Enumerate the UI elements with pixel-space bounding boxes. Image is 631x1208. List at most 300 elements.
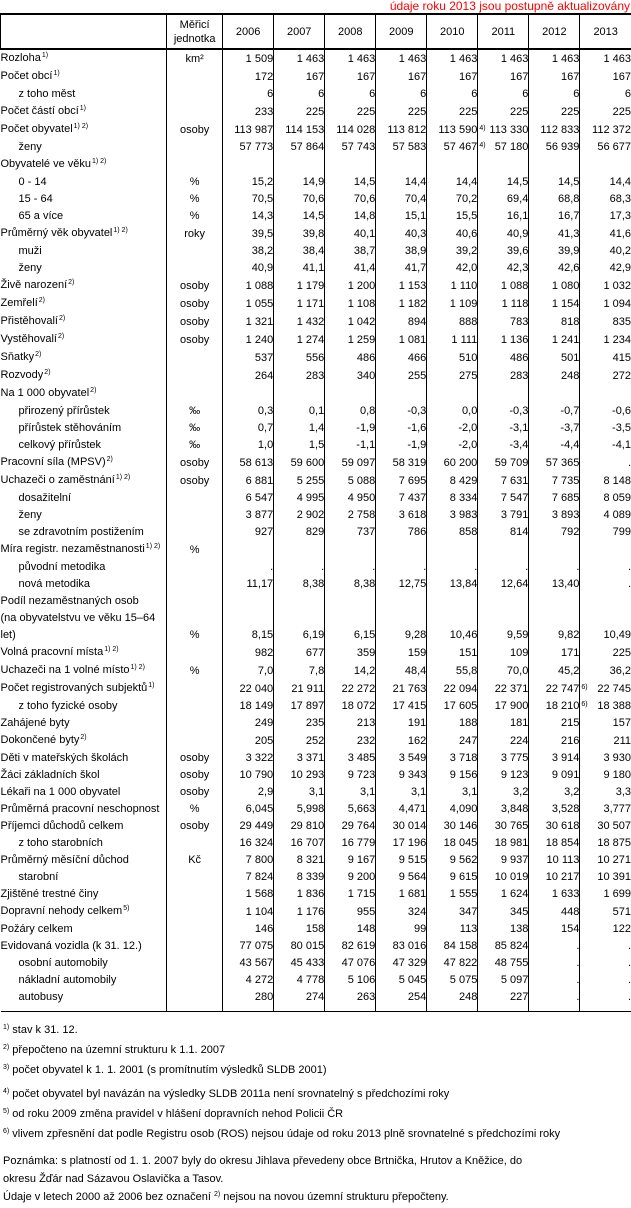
- value-cell: 10,49: [580, 593, 631, 644]
- value-cell: 1 274: [274, 331, 325, 349]
- value-cell: 114 028: [325, 121, 376, 139]
- value-cell: 68,3: [580, 191, 631, 208]
- value-cell: [529, 156, 580, 174]
- value-cell: 38,7: [325, 243, 376, 260]
- value-cell: 0,1: [274, 403, 325, 420]
- value-cell: .: [580, 454, 631, 472]
- value-cell: 17,3: [580, 208, 631, 225]
- value-cell: 2,9: [223, 784, 274, 801]
- value-cell: 3,1: [376, 784, 427, 801]
- value-cell: 18 149: [223, 698, 274, 715]
- value-cell: 6,045: [223, 801, 274, 818]
- value-cell: 9 937: [478, 852, 529, 869]
- value-cell: 248: [529, 367, 580, 385]
- value-cell: 7 735: [529, 472, 580, 490]
- row-label: Průměrná pracovní neschopnost: [1, 803, 160, 815]
- unit-cell: km²: [167, 49, 223, 68]
- value-cell: 113 812: [376, 121, 427, 139]
- row-label: Lékaři na 1 000 obyvatel: [1, 786, 121, 798]
- row-label-cell: [1, 68, 167, 86]
- value-cell: 3 718: [427, 750, 478, 767]
- value-cell: 6: [325, 86, 376, 103]
- footnote: $^{6)}$ vlivem zpřesnění dat podle Registru osob (ROS) nejsou údaje od roku 2013 plně srovnatelné s předchozími roky: [3, 1125, 631, 1145]
- value-cell: 225: [274, 103, 325, 121]
- value-cell: 14,4: [580, 174, 631, 191]
- value-cell: -1,6: [376, 420, 427, 437]
- value-cell: 255: [376, 367, 427, 385]
- footnote: $^{3)}$ počet obyvatel k 1. 1. 2001 (s promítnutím výsledků SLDB 2001): [3, 1061, 631, 1081]
- footnote-marker: 2): [68, 279, 74, 286]
- value-cell: 77 075: [223, 938, 274, 955]
- value-cell: 7 547: [478, 490, 529, 507]
- value-cell: 272: [580, 367, 631, 385]
- row-label-cell: [1, 225, 167, 243]
- value-cell: 486: [325, 349, 376, 367]
- value-cell: 42,6: [529, 260, 580, 277]
- value-cell: 16,1: [478, 208, 529, 225]
- value-cell: 1 699: [580, 886, 631, 903]
- table-row: [1, 208, 631, 225]
- unit-cell: [167, 139, 223, 156]
- row-label-cell: [1, 524, 167, 541]
- value-cell: .: [580, 938, 631, 955]
- table-bottom-border: [1, 1006, 631, 1012]
- value-cell: 59 709: [478, 454, 529, 472]
- value-cell: 1 463: [580, 49, 631, 68]
- value-cell: 7,8: [274, 662, 325, 680]
- value-cell: 15,5: [427, 208, 478, 225]
- value-cell: 7 685: [529, 490, 580, 507]
- value-cell: 3 371: [274, 750, 325, 767]
- value-cell: 8 059: [580, 490, 631, 507]
- value-cell: 0,3: [223, 403, 274, 420]
- value-cell: 6 881: [223, 472, 274, 490]
- value-cell: 9 564: [376, 869, 427, 886]
- value-cell: [325, 385, 376, 403]
- value-cell: 3,1: [274, 784, 325, 801]
- year-column-header: 2012: [529, 14, 580, 49]
- row-label-cell: [1, 507, 167, 524]
- footnote-marker: 2): [107, 456, 113, 463]
- value-cell: 10 391: [580, 869, 631, 886]
- value-cell: 888: [427, 313, 478, 331]
- value-cell: .: [478, 559, 529, 576]
- note-line: Údaje v letech 2000 až 2006 bez označení $^{2)}$ nejsou na novou územní strukturu přepočteny.: [3, 1188, 631, 1208]
- unit-cell: [167, 644, 223, 662]
- value-cell: 10 790: [223, 767, 274, 784]
- value-cell: 1 176: [274, 903, 325, 921]
- value-cell: .: [529, 955, 580, 972]
- unit-cell: [167, 156, 223, 174]
- value-cell: 16 324: [223, 835, 274, 852]
- value-cell: 10 113: [529, 852, 580, 869]
- value-cell: 15,2: [223, 174, 274, 191]
- value-cell: 4) 113 330: [478, 121, 529, 139]
- value-cell: 1 055: [223, 295, 274, 313]
- table-row: [1, 886, 631, 903]
- footnote-marker: 6): [580, 696, 587, 713]
- value-cell: 510: [427, 349, 478, 367]
- value-cell: 1 032: [580, 277, 631, 295]
- value-cell: 69,4: [478, 191, 529, 208]
- value-cell: [376, 541, 427, 559]
- value-cell: 3 877: [223, 507, 274, 524]
- row-label: Obyvatelé ve věku: [1, 158, 92, 170]
- unit-cell: osoby: [167, 313, 223, 331]
- table-row: [1, 732, 631, 750]
- value-cell: 232: [325, 732, 376, 750]
- table-row: [1, 472, 631, 490]
- row-label: Průměrný věk obyvatel: [1, 227, 113, 239]
- value-cell: 275: [427, 367, 478, 385]
- value-cell: 18 875: [580, 835, 631, 852]
- value-cell: 1 624: [478, 886, 529, 903]
- value-cell: 1 088: [223, 277, 274, 295]
- value-cell: 927: [223, 524, 274, 541]
- value-cell: 18 854: [529, 835, 580, 852]
- value-cell: 16 707: [274, 835, 325, 852]
- table-row: [1, 367, 631, 385]
- value-cell: 858: [427, 524, 478, 541]
- value-cell: 38,4: [274, 243, 325, 260]
- value-cell: 1 432: [274, 313, 325, 331]
- value-cell: 1 110: [427, 277, 478, 295]
- value-cell: 324: [376, 903, 427, 921]
- row-label-cell: [1, 732, 167, 750]
- value-cell: 29 810: [274, 818, 325, 835]
- value-cell: 45,2: [529, 662, 580, 680]
- row-label: Pracovní síla (MPSV): [1, 456, 106, 468]
- value-cell: 10 293: [274, 767, 325, 784]
- value-cell: 83 016: [376, 938, 427, 955]
- unit-cell: [167, 989, 223, 1006]
- year-column-header: 2008: [325, 14, 376, 49]
- table-row: [1, 955, 631, 972]
- table-header: [1, 14, 631, 49]
- value-cell: 42,0: [427, 260, 478, 277]
- value-cell: 13,40: [529, 576, 580, 593]
- table-row: [1, 86, 631, 103]
- value-cell: -1,9: [376, 437, 427, 454]
- unit-cell: [167, 243, 223, 260]
- value-cell: 1 118: [478, 295, 529, 313]
- value-cell: 252: [274, 732, 325, 750]
- unit-cell: osoby: [167, 472, 223, 490]
- value-cell: 14,2: [325, 662, 376, 680]
- unit-cell: ‰: [167, 420, 223, 437]
- value-cell: 14,5: [478, 174, 529, 191]
- value-cell: 1 136: [478, 331, 529, 349]
- row-label-cell: [1, 437, 167, 454]
- value-cell: 56 677: [580, 139, 631, 156]
- table-row: [1, 972, 631, 989]
- value-cell: 57 467: [427, 139, 478, 156]
- footnote-marker: 1) 2): [74, 123, 88, 130]
- value-cell: .: [223, 559, 274, 576]
- value-cell: 9 091: [529, 767, 580, 784]
- value-cell: 70,0: [478, 662, 529, 680]
- value-cell: 225: [376, 103, 427, 121]
- spacer-cell: [427, 1006, 478, 1012]
- table-row: [1, 593, 631, 644]
- value-cell: 3 775: [478, 750, 529, 767]
- value-cell: 3,1: [427, 784, 478, 801]
- value-cell: 818: [529, 313, 580, 331]
- unit-cell: %: [167, 593, 223, 644]
- table-row: [1, 454, 631, 472]
- table-row: [1, 541, 631, 559]
- unit-cell: [167, 903, 223, 921]
- value-cell: 41,1: [274, 260, 325, 277]
- year-column-header: 2007: [274, 14, 325, 49]
- value-cell: 14,9: [274, 174, 325, 191]
- row-label-cell: [1, 174, 167, 191]
- row-label: z toho starobních: [19, 837, 103, 849]
- year-column-header: 2013: [580, 14, 631, 49]
- value-cell: 1 154: [529, 295, 580, 313]
- row-label: Počet obcí: [1, 70, 53, 82]
- corner-cell: [1, 14, 167, 49]
- value-cell: 1 463: [325, 49, 376, 68]
- value-cell: .: [529, 989, 580, 1006]
- table-row: [1, 662, 631, 680]
- value-cell: 167: [376, 68, 427, 86]
- row-label-cell: [1, 835, 167, 852]
- value-cell: 17 196: [376, 835, 427, 852]
- footnote-marker: 1): [42, 52, 48, 59]
- row-label: Počet částí obcí: [1, 105, 79, 117]
- unit-cell: [167, 938, 223, 955]
- value-cell: 9 615: [427, 869, 478, 886]
- value-cell: 40,1: [325, 225, 376, 243]
- row-label: Evidovaná vozidla (k 31. 12.): [1, 940, 142, 952]
- value-cell: [223, 541, 274, 559]
- row-label: dosažitelní: [19, 492, 72, 504]
- value-cell: 2 758: [325, 507, 376, 524]
- row-label-cell: [1, 208, 167, 225]
- value-cell: 167: [274, 68, 325, 86]
- value-cell: 113 987: [223, 121, 274, 139]
- value-cell: .: [529, 559, 580, 576]
- row-label-cell: [1, 385, 167, 403]
- row-label: ženy: [19, 262, 42, 274]
- value-cell: [274, 156, 325, 174]
- row-label: 0 - 14: [19, 176, 47, 188]
- value-cell: 283: [274, 367, 325, 385]
- value-cell: 148: [325, 921, 376, 938]
- value-cell: [376, 385, 427, 403]
- value-cell: 6) 22 745: [580, 680, 631, 698]
- row-label-cell: [1, 403, 167, 420]
- value-cell: .: [580, 576, 631, 593]
- value-cell: 9 562: [427, 852, 478, 869]
- value-cell: 3 549: [376, 750, 427, 767]
- value-cell: 10 271: [580, 852, 631, 869]
- value-cell: 42,9: [580, 260, 631, 277]
- value-cell: 9 343: [376, 767, 427, 784]
- unit-cell: [167, 507, 223, 524]
- row-label-cell: [1, 559, 167, 576]
- footnote-marker: 1) 2): [146, 543, 160, 550]
- value-cell: 6,19: [274, 593, 325, 644]
- footnote-marker: 1): [53, 70, 59, 77]
- value-cell: 29 449: [223, 818, 274, 835]
- value-cell: 41,7: [376, 260, 427, 277]
- unit-cell: osoby: [167, 454, 223, 472]
- value-cell: 85 824: [478, 938, 529, 955]
- table-row: [1, 260, 631, 277]
- unit-cell: osoby: [167, 121, 223, 139]
- spacer-cell: [325, 1006, 376, 1012]
- row-label-cell: [1, 818, 167, 835]
- row-label-cell: [1, 784, 167, 801]
- value-cell: -3,7: [529, 420, 580, 437]
- value-cell: 42,3: [478, 260, 529, 277]
- value-cell: 159: [376, 644, 427, 662]
- row-label-cell: [1, 921, 167, 938]
- value-cell: 59 097: [325, 454, 376, 472]
- value-cell: [427, 156, 478, 174]
- row-label: ženy: [19, 141, 42, 153]
- row-label-cell: [1, 644, 167, 662]
- row-label: nákladní automobily: [19, 974, 117, 986]
- value-cell: 59 600: [274, 454, 325, 472]
- row-label: celkový přírůstek: [19, 439, 102, 451]
- value-cell: 347: [427, 903, 478, 921]
- value-cell: -4,4: [529, 437, 580, 454]
- year-column-header: 2010: [427, 14, 478, 49]
- table-body: [1, 49, 631, 1012]
- footnote-marker: 2): [59, 315, 65, 322]
- value-cell: 1 234: [580, 331, 631, 349]
- value-cell: 70,5: [223, 191, 274, 208]
- value-cell: [478, 156, 529, 174]
- value-cell: 448: [529, 903, 580, 921]
- value-cell: 10 217: [529, 869, 580, 886]
- unit-cell: osoby: [167, 295, 223, 313]
- value-cell: [580, 385, 631, 403]
- row-label: autobusy: [19, 991, 64, 1003]
- value-cell: .: [529, 972, 580, 989]
- value-cell: [478, 385, 529, 403]
- unit-cell: [167, 349, 223, 367]
- unit-cell: %: [167, 541, 223, 559]
- value-cell: 40,9: [223, 260, 274, 277]
- table-row: [1, 507, 631, 524]
- table-row: [1, 680, 631, 698]
- value-cell: 1 463: [529, 49, 580, 68]
- value-cell: 40,2: [580, 243, 631, 260]
- footnote: $^{2)}$ přepočteno na územní strukturu k 1.1. 2007: [3, 1041, 631, 1061]
- value-cell: 171: [529, 644, 580, 662]
- value-cell: 6: [427, 86, 478, 103]
- value-cell: 158: [274, 921, 325, 938]
- value-cell: 40,6: [427, 225, 478, 243]
- row-label: 65 a více: [19, 210, 64, 222]
- value-cell: [427, 541, 478, 559]
- footnote-marker: 4): [478, 120, 485, 137]
- row-label-cell: [1, 331, 167, 349]
- value-cell: 2 902: [274, 507, 325, 524]
- value-cell: 58 319: [376, 454, 427, 472]
- value-cell: 22 747: [529, 680, 580, 698]
- table-row: [1, 243, 631, 260]
- value-cell: 7 800: [223, 852, 274, 869]
- table-row: [1, 68, 631, 86]
- value-cell: 9,28: [376, 593, 427, 644]
- row-label-cell: [1, 938, 167, 955]
- value-cell: 5 045: [376, 972, 427, 989]
- value-cell: 1 715: [325, 886, 376, 903]
- table-row: [1, 420, 631, 437]
- unit-cell: osoby: [167, 277, 223, 295]
- row-label: z toho fyzické osoby: [19, 700, 118, 712]
- value-cell: 48 755: [478, 955, 529, 972]
- value-cell: 205: [223, 732, 274, 750]
- table-row: [1, 989, 631, 1006]
- row-label-cell: [1, 576, 167, 593]
- value-cell: 167: [427, 68, 478, 86]
- row-label: Průměrný měsíční důchod: [1, 854, 129, 866]
- unit-cell: Kč: [167, 852, 223, 869]
- value-cell: 227: [478, 989, 529, 1006]
- spacer-cell: [274, 1006, 325, 1012]
- value-cell: [325, 156, 376, 174]
- row-label-cell: [1, 972, 167, 989]
- year-column-header: 2006: [223, 14, 274, 49]
- row-label-cell: [1, 801, 167, 818]
- footnote-marker: 1): [3, 1024, 9, 1031]
- row-label: Přistěhovalí: [1, 315, 58, 327]
- value-cell: 112 372: [580, 121, 631, 139]
- value-cell: 9 200: [325, 869, 376, 886]
- value-cell: 14,4: [376, 174, 427, 191]
- unit-cell: [167, 955, 223, 972]
- value-cell: 4 778: [274, 972, 325, 989]
- value-cell: 1,0: [223, 437, 274, 454]
- table-row: [1, 156, 631, 174]
- value-cell: 1 463: [478, 49, 529, 68]
- table-row: [1, 385, 631, 403]
- unit-cell: osoby: [167, 331, 223, 349]
- value-cell: 18 072: [325, 698, 376, 715]
- value-cell: 47 329: [376, 955, 427, 972]
- table-row: [1, 295, 631, 313]
- value-cell: 9 167: [325, 852, 376, 869]
- footnote: $^{5)}$ od roku 2009 změna pravidel v hlášení dopravních nehod Policii ČR: [3, 1105, 631, 1125]
- table-row: [1, 801, 631, 818]
- value-cell: -2,0: [427, 420, 478, 437]
- value-cell: 5 255: [274, 472, 325, 490]
- value-cell: 0,7: [223, 420, 274, 437]
- table-row: [1, 277, 631, 295]
- table-row: [1, 524, 631, 541]
- footnote-marker: 2): [214, 1191, 220, 1198]
- row-label-cell: [1, 886, 167, 903]
- value-cell: 1 081: [376, 331, 427, 349]
- unit-cell: %: [167, 801, 223, 818]
- value-cell: 146: [223, 921, 274, 938]
- table-row: [1, 349, 631, 367]
- value-cell: 14,5: [325, 174, 376, 191]
- value-cell: [376, 156, 427, 174]
- row-label-cell: [1, 472, 167, 490]
- footnote-marker: 1): [80, 105, 86, 112]
- value-cell: 12,75: [376, 576, 427, 593]
- value-cell: 109: [478, 644, 529, 662]
- row-label: Uchazeči o zaměstnání: [1, 474, 115, 486]
- value-cell: 1 241: [529, 331, 580, 349]
